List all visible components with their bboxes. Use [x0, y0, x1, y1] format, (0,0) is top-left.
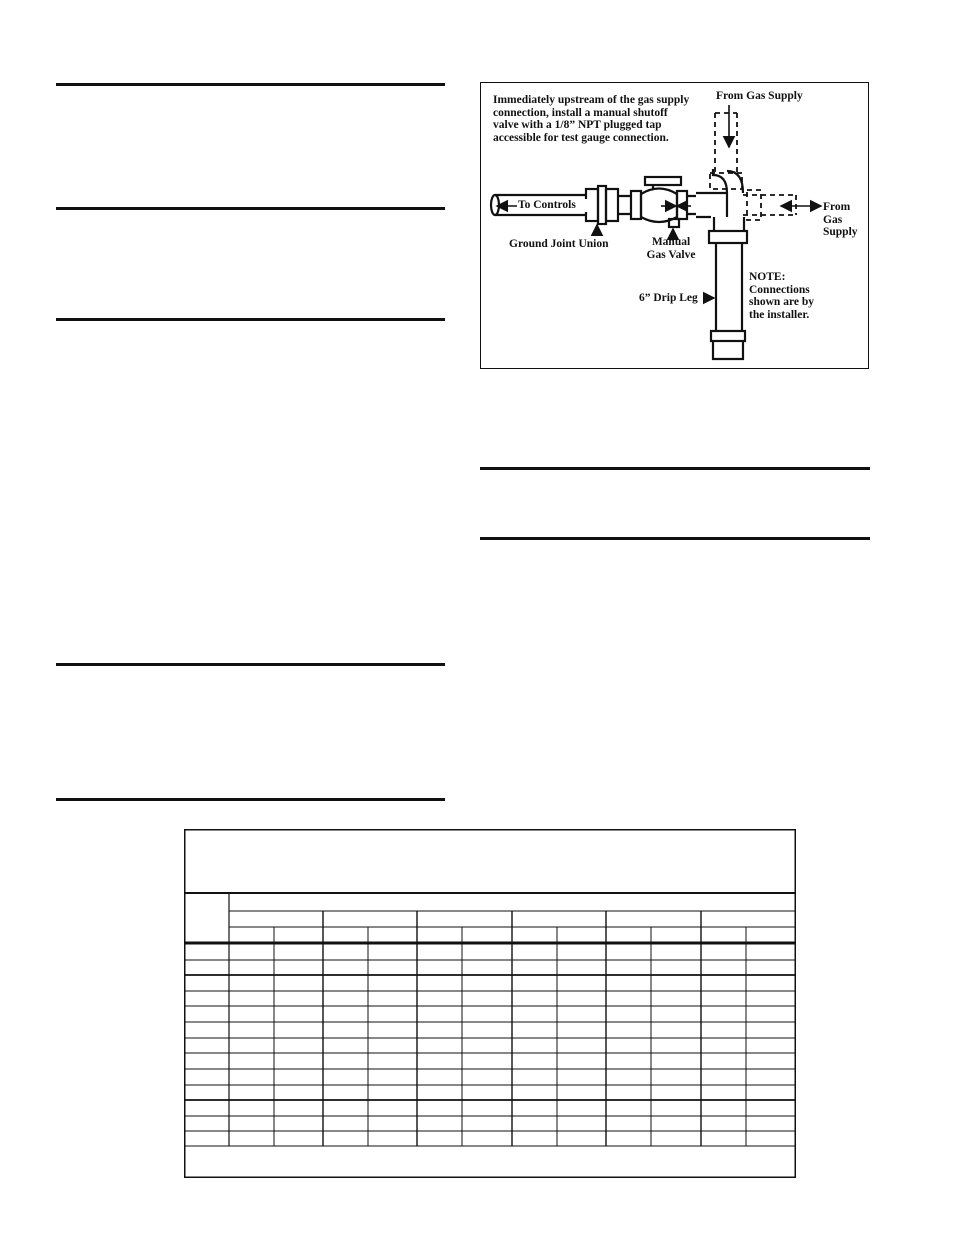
pipe-end: [491, 195, 499, 215]
drip-leg-pipe: [716, 243, 742, 331]
union-center: [598, 186, 606, 224]
callout-text: Immediately upstream of the gas supply connection, install a manual shutoff valve with a 1/8” NPT plugged tap accessible for test gauge connection.: [493, 94, 690, 144]
drip-leg-coupling: [709, 231, 747, 243]
table-border: [185, 830, 796, 1178]
label-manual-gas-valve: Manual Gas Valve: [646, 236, 696, 261]
label-note: NOTE: Connections shown are by the installer.: [749, 271, 814, 321]
section-rule-1: [56, 83, 445, 86]
data-table: [184, 829, 796, 1178]
label-ground-joint-union: Ground Joint Union: [509, 238, 609, 250]
section-rule-3: [56, 318, 445, 321]
dashed-top-supply: [715, 113, 737, 173]
drip-leg-cap: [713, 341, 743, 359]
section-rule-5: [56, 798, 445, 801]
section-rule-4: [56, 663, 445, 666]
section-rule-2: [56, 207, 445, 210]
section-rule-right-2: [480, 537, 870, 540]
label-to-controls: To Controls: [517, 199, 589, 212]
dashed-side-supply: [743, 195, 796, 215]
drip-leg-cap-ring: [711, 331, 745, 341]
label-drip-leg: 6” Drip Leg: [639, 292, 698, 304]
label-from-gas-supply-top: From Gas Supply: [716, 90, 803, 102]
valve-handle: [645, 177, 681, 185]
union-right-nut: [606, 189, 618, 221]
valve-right-hex: [677, 191, 687, 219]
section-rule-right-1: [480, 467, 870, 470]
label-from-gas-supply-side: From Gas Supply: [823, 201, 858, 238]
valve-left-hex: [631, 191, 641, 219]
table-grid: [184, 829, 796, 1178]
gas-piping-figure: [480, 82, 869, 369]
